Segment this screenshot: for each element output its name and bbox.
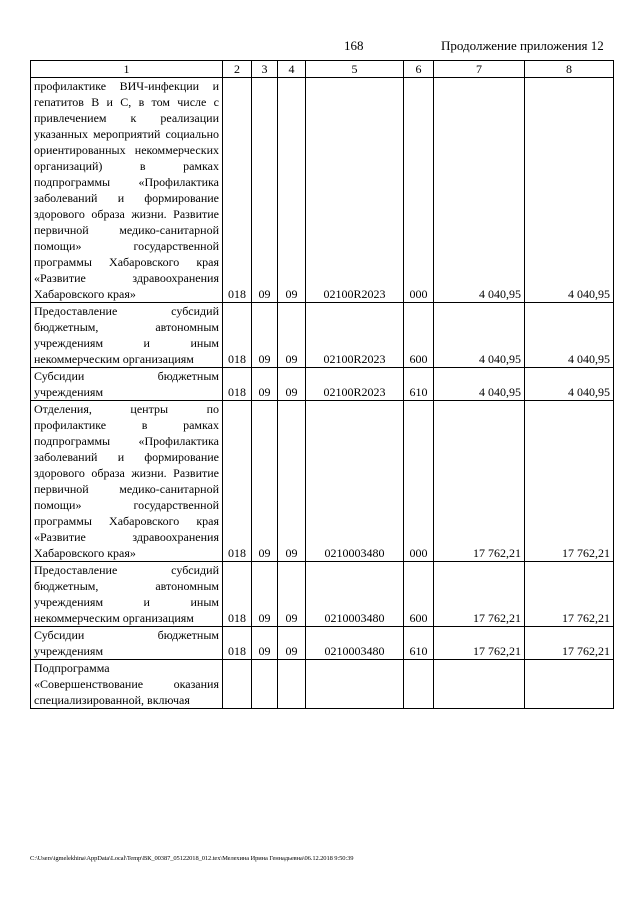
cell-amount-1 (434, 660, 525, 709)
table-row (31, 562, 614, 627)
cell-amount-1: 4 040,95 (434, 303, 525, 368)
cell-ministry-code: 018 (223, 562, 252, 627)
table-row (31, 627, 614, 660)
column-header: 4 (278, 61, 306, 78)
cell-amount-2: 4 040,95 (525, 303, 614, 368)
table-header-row (31, 61, 614, 78)
cell-subsection: 09 (278, 368, 306, 401)
cell-amount-2: 17 762,21 (525, 401, 614, 562)
column-header: 1 (31, 61, 223, 78)
cell-amount-2: 4 040,95 (525, 368, 614, 401)
row-name: Подпрограмма «Совершенствование оказания специализированной, включая (31, 660, 223, 709)
cell-ministry-code: 018 (223, 78, 252, 303)
table-row (31, 401, 614, 562)
cell-target-article: 0210003480 (306, 562, 404, 627)
cell-subsection (278, 660, 306, 709)
cell-target-article: 02100R2023 (306, 303, 404, 368)
table-row (31, 660, 614, 709)
cell-expense-type: 610 (404, 368, 434, 401)
cell-section: 09 (252, 368, 278, 401)
table-row (31, 78, 614, 303)
cell-section: 09 (252, 401, 278, 562)
cell-expense-type: 600 (404, 303, 434, 368)
row-name: профилактике ВИЧ-инфекции и гепатитов В и С, в том числе с привлечением к реализации указанных мероприятий социально ориентированных некоммерческих организаций) в рамках подпрограммы «Профилактика заболеваний и формирование здорового образа жизни. Развитие первичной медико-санитарной помощи» государственной программы Хабаровского края «Развитие здравоохранения Хабаровского края» (31, 78, 223, 303)
cell-ministry-code: 018 (223, 368, 252, 401)
row-name: Предоставление субсидий бюджетным, автономным учреждениям и иным некоммерческим организациям (31, 562, 223, 627)
column-header: 7 (434, 61, 525, 78)
cell-amount-1: 4 040,95 (434, 368, 525, 401)
column-header: 5 (306, 61, 404, 78)
row-name: Предоставление субсидий бюджетным, автономным учреждениям и иным некоммерческим организациям (31, 303, 223, 368)
cell-amount-1: 17 762,21 (434, 401, 525, 562)
cell-target-article: 0210003480 (306, 401, 404, 562)
column-header: 8 (525, 61, 614, 78)
column-header: 3 (252, 61, 278, 78)
cell-ministry-code: 018 (223, 627, 252, 660)
page-number: 168 (344, 38, 364, 53)
table-row (31, 368, 614, 401)
cell-amount-2 (525, 660, 614, 709)
row-name: Субсидии бюджетным учреждениям (31, 368, 223, 401)
cell-amount-1: 17 762,21 (434, 562, 525, 627)
cell-subsection: 09 (278, 401, 306, 562)
column-header: 6 (404, 61, 434, 78)
continuation-label: Продолжение приложения 12 (441, 38, 604, 53)
cell-subsection: 09 (278, 303, 306, 368)
cell-section (252, 660, 278, 709)
cell-subsection: 09 (278, 78, 306, 303)
cell-subsection: 09 (278, 627, 306, 660)
cell-expense-type: 600 (404, 562, 434, 627)
cell-expense-type: 000 (404, 78, 434, 303)
cell-expense-type (404, 660, 434, 709)
cell-expense-type: 610 (404, 627, 434, 660)
cell-target-article (306, 660, 404, 709)
table-row (31, 303, 614, 368)
cell-section: 09 (252, 627, 278, 660)
cell-amount-2: 17 762,21 (525, 627, 614, 660)
cell-amount-1: 17 762,21 (434, 627, 525, 660)
cell-ministry-code: 018 (223, 303, 252, 368)
budget-table (30, 60, 614, 709)
cell-section: 09 (252, 562, 278, 627)
cell-amount-2: 4 040,95 (525, 78, 614, 303)
cell-expense-type: 000 (404, 401, 434, 562)
row-name: Отделения, центры по профилактике в рамках подпрограммы «Профилактика заболеваний и формирование здорового образа жизни. Развитие первичной медико-санитарной помощи» государственной программы Хабаровского края «Развитие здравоохранения Хабаровского края» (31, 401, 223, 562)
row-name: Субсидии бюджетным учреждениям (31, 627, 223, 660)
cell-amount-2: 17 762,21 (525, 562, 614, 627)
cell-amount-1: 4 040,95 (434, 78, 525, 303)
cell-target-article: 02100R2023 (306, 78, 404, 303)
column-header: 2 (223, 61, 252, 78)
cell-section: 09 (252, 303, 278, 368)
cell-ministry-code (223, 660, 252, 709)
file-path-footer: C:\Users\igmelekhina\AppData\Local\Temp\ВК_00387_05122018_012.tex\Мелехина Ирина Геннадьевна\06.12.2018 9:50:39 (30, 855, 354, 862)
cell-subsection: 09 (278, 562, 306, 627)
cell-target-article: 0210003480 (306, 627, 404, 660)
cell-section: 09 (252, 78, 278, 303)
cell-target-article: 02100R2023 (306, 368, 404, 401)
cell-ministry-code: 018 (223, 401, 252, 562)
